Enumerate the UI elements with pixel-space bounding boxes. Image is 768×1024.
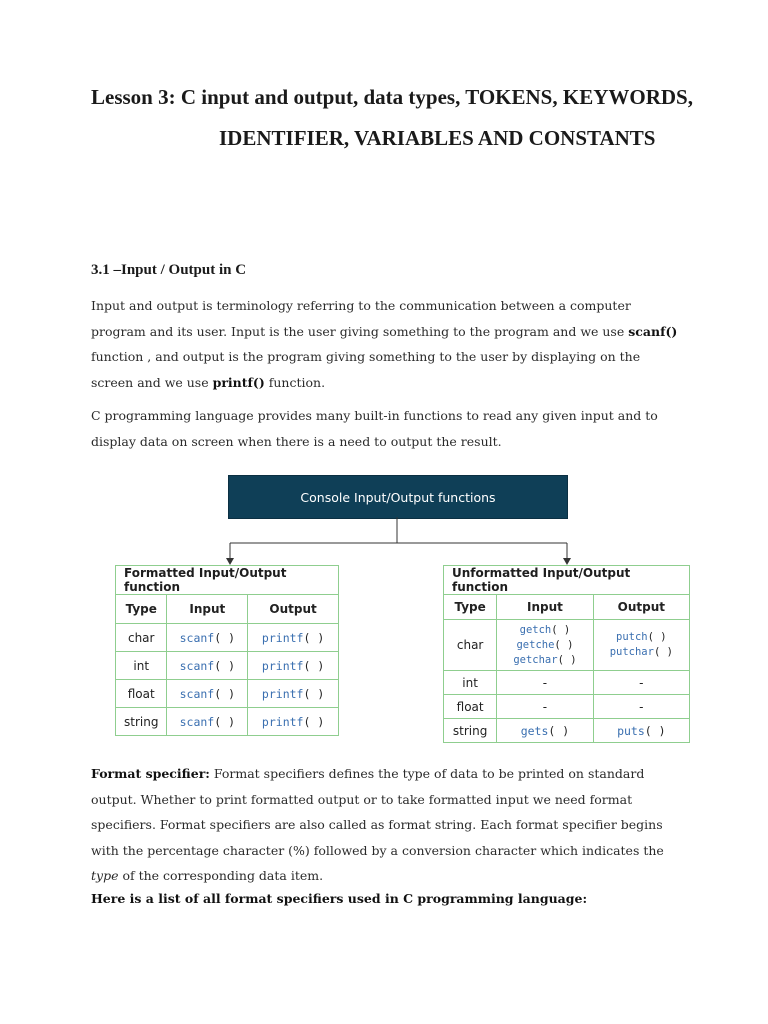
formatted-io-table bbox=[115, 565, 339, 736]
output-cell bbox=[248, 708, 339, 736]
paren: ( ) bbox=[653, 646, 673, 658]
type-cell: float bbox=[116, 680, 167, 708]
input-fn: scanf bbox=[179, 630, 215, 645]
input-fn: getche bbox=[516, 638, 555, 651]
paren: ( ) bbox=[551, 623, 571, 636]
section-heading: 3.1 –Input / Output in C bbox=[91, 262, 247, 278]
lesson-title-line2: IDENTIFIER, VARIABLES AND CONSTANTS bbox=[219, 126, 656, 150]
table-row bbox=[116, 708, 339, 736]
table-row bbox=[444, 695, 690, 719]
paren: ( ) bbox=[303, 630, 325, 645]
paren: ( ) bbox=[548, 723, 570, 738]
paren: ( ) bbox=[214, 630, 236, 645]
paren: ( ) bbox=[303, 686, 325, 701]
type-cell: char bbox=[116, 624, 167, 652]
unformatted-header-type: Type bbox=[444, 595, 497, 620]
console-io-root-box: Console Input/Output functions bbox=[228, 475, 568, 519]
input-cell bbox=[167, 680, 248, 708]
arrowhead-left bbox=[226, 558, 234, 565]
input-cell bbox=[497, 620, 593, 671]
output-cell bbox=[593, 719, 689, 743]
paren: ( ) bbox=[303, 658, 325, 673]
input-fn: scanf bbox=[179, 686, 215, 701]
input-fn: scanf bbox=[179, 714, 215, 729]
input-fn: getch bbox=[519, 623, 552, 636]
output-fn: printf bbox=[261, 630, 304, 645]
output-cell bbox=[248, 680, 339, 708]
input-cell bbox=[167, 652, 248, 680]
paren: ( ) bbox=[554, 638, 574, 651]
lesson-title-line1: Lesson 3: C input and output, data types, TOKENS, KEYWORDS, bbox=[91, 85, 693, 109]
printf-keyword: printf() bbox=[212, 374, 265, 390]
output-cell bbox=[593, 620, 689, 671]
output-cell bbox=[248, 652, 339, 680]
table-row bbox=[444, 620, 690, 671]
input-cell bbox=[497, 719, 593, 743]
input-cell: - bbox=[497, 671, 593, 695]
output-fn: putchar bbox=[609, 646, 654, 658]
unformatted-io-table bbox=[443, 565, 690, 743]
paren: ( ) bbox=[644, 723, 666, 738]
type-cell: int bbox=[116, 652, 167, 680]
formatted-header-input: Input bbox=[167, 595, 248, 624]
intro-text-a: Input and output is terminology referring to the communication between a computer program and its user. Input is the user giving something to the program and we use bbox=[91, 298, 631, 339]
unformatted-header-input: Input bbox=[497, 595, 593, 620]
input-fn: scanf bbox=[179, 658, 215, 673]
type-cell: string bbox=[116, 708, 167, 736]
scanf-keyword: scanf() bbox=[628, 323, 678, 339]
table-row bbox=[116, 624, 339, 652]
formatted-header-output: Output bbox=[248, 595, 339, 624]
table-row bbox=[116, 652, 339, 680]
type-cell: float bbox=[444, 695, 497, 719]
type-cell: string bbox=[444, 719, 497, 743]
paren: ( ) bbox=[303, 714, 325, 729]
format-specifier-text-b: of the corresponding data item. bbox=[118, 868, 324, 883]
output-fn: puts bbox=[617, 723, 645, 738]
input-cell: - bbox=[497, 695, 593, 719]
unformatted-header-output: Output bbox=[593, 595, 689, 620]
formatted-table-caption: Formatted Input/Output function bbox=[116, 566, 339, 595]
output-cell: - bbox=[593, 671, 689, 695]
paren: ( ) bbox=[214, 686, 236, 701]
input-cell bbox=[167, 708, 248, 736]
output-cell: - bbox=[593, 695, 689, 719]
input-fn: getchar bbox=[513, 653, 558, 666]
format-specifier-paragraph bbox=[91, 761, 681, 889]
type-cell: int bbox=[444, 671, 497, 695]
output-fn: printf bbox=[261, 714, 304, 729]
formatted-header-type: Type bbox=[116, 595, 167, 624]
output-fn: printf bbox=[261, 658, 304, 673]
table-row bbox=[444, 719, 690, 743]
type-emphasis: type bbox=[91, 868, 119, 883]
output-fn: putch bbox=[616, 631, 648, 643]
paren: ( ) bbox=[557, 653, 577, 666]
unformatted-table-caption: Unformatted Input/Output function bbox=[444, 566, 690, 595]
format-specifier-list-heading: Here is a list of all format specifiers used in C programming language: bbox=[91, 891, 588, 906]
format-specifier-text-a: Format specifiers defines the type of data to be printed on standard output. Whether to print formatted output or to take formatted input we need format specifiers. Format specifiers are also called as format string. Each format specifier begins with the percentage character (%) followed by a conversion character which indicates the bbox=[91, 766, 664, 858]
arrowhead-right bbox=[563, 558, 571, 565]
table-row bbox=[444, 671, 690, 695]
format-specifier-label: Format specifier: bbox=[91, 766, 210, 781]
type-cell: char bbox=[444, 620, 497, 671]
paren: ( ) bbox=[647, 631, 667, 643]
paren: ( ) bbox=[214, 714, 236, 729]
paren: ( ) bbox=[214, 658, 236, 673]
output-fn: printf bbox=[261, 686, 304, 701]
input-cell bbox=[167, 624, 248, 652]
table-row bbox=[116, 680, 339, 708]
output-cell bbox=[248, 624, 339, 652]
format-specifier-list-intro bbox=[91, 886, 681, 912]
intro-text-c: function. bbox=[264, 374, 326, 390]
input-fn: gets bbox=[520, 723, 549, 738]
builtin-functions-paragraph: C programming language provides many built-in functions to read any given input and to display data on screen when there is a need to output the result. bbox=[91, 408, 658, 449]
intro-text-b: function , and output is the program giving something to the user by displaying on the screen and we use bbox=[91, 349, 641, 390]
